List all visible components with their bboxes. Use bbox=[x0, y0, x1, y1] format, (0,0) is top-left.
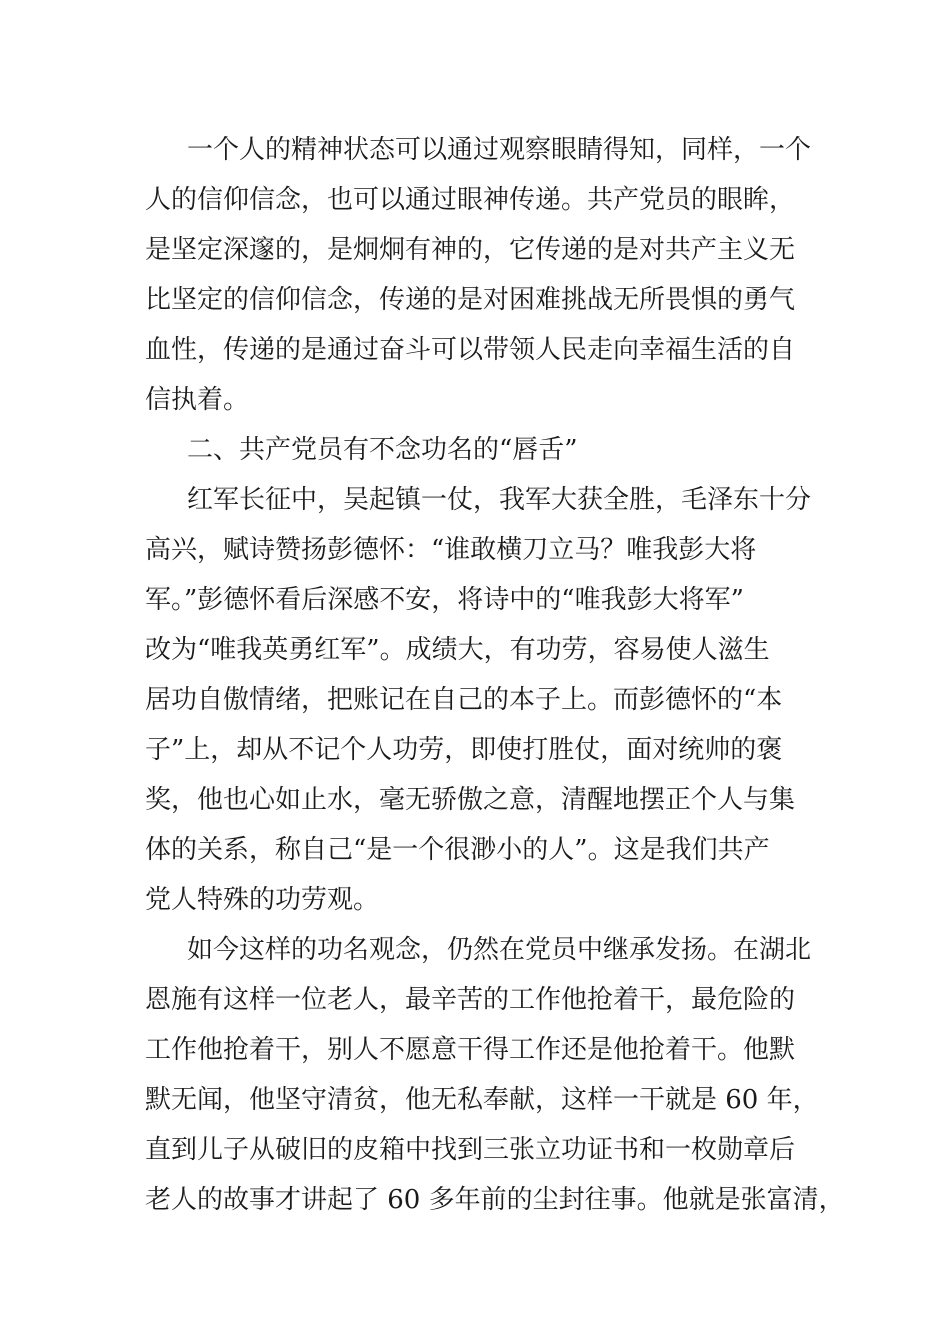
text-line: 党人特殊的功劳观。 bbox=[145, 885, 380, 915]
text-line: 一个人的精神状态可以通过观察眼睛得知，同样，一个 bbox=[187, 135, 812, 165]
text-line: 体的关系，称自己“是一个很渺小的人”。这是我们共产 bbox=[145, 835, 770, 865]
text-line: 红军长征中，吴起镇一仗，我军大获全胜，毛泽东十分 bbox=[187, 485, 812, 515]
text-line: 信执着。 bbox=[145, 385, 250, 415]
text-line: 恩施有这样一位老人，最辛苦的工作他抢着干，最危险的 bbox=[145, 985, 796, 1015]
text-line: 奖，他也心如止水，毫无骄傲之意，清醒地摆正个人与集 bbox=[145, 785, 796, 815]
text-line: 军。”彭德怀看后深感不安，将诗中的“唯我彭大将军” bbox=[145, 585, 744, 615]
text-line: 直到儿子从破旧的皮箱中找到三张立功证书和一枚勋章后 bbox=[145, 1135, 796, 1165]
text-line: 改为“唯我英勇红军”。成绩大，有功劳，容易使人滋生 bbox=[145, 635, 770, 665]
text-line: 高兴，赋诗赞扬彭德怀：“谁敢横刀立马？唯我彭大将 bbox=[145, 535, 757, 565]
text-line: 工作他抢着干，别人不愿意干得工作还是他抢着干。他默 bbox=[145, 1035, 796, 1065]
text-line: 人的信仰信念，也可以通过眼神传递。共产党员的眼眸， bbox=[145, 185, 796, 215]
text-line: 比坚定的信仰信念，传递的是对困难挑战无所畏惧的勇气 bbox=[145, 285, 796, 315]
text-line: 如今这样的功名观念，仍然在党员中继承发扬。在湖北 bbox=[187, 935, 812, 965]
text-line: 血性，传递的是通过奋斗可以带领人民走向幸福生活的自 bbox=[145, 335, 796, 365]
text-line: 老人的故事才讲起了 60 多年前的尘封往事。他就是张富清， bbox=[145, 1185, 845, 1215]
text-line: 子”上，却从不记个人功劳，即使打胜仗，面对统帅的褒 bbox=[145, 735, 783, 765]
text-line: 默无闻，他坚守清贫，他无私奉献，这样一干就是 60 年， bbox=[145, 1085, 819, 1115]
text-line: 是坚定深邃的，是炯炯有神的，它传递的是对共产主义无 bbox=[145, 235, 796, 265]
section-heading: 二、共产党员有不念功名的“唇舌” bbox=[187, 435, 578, 465]
text-line: 居功自傲情绪，把账记在自己的本子上。而彭德怀的“本 bbox=[145, 685, 783, 715]
